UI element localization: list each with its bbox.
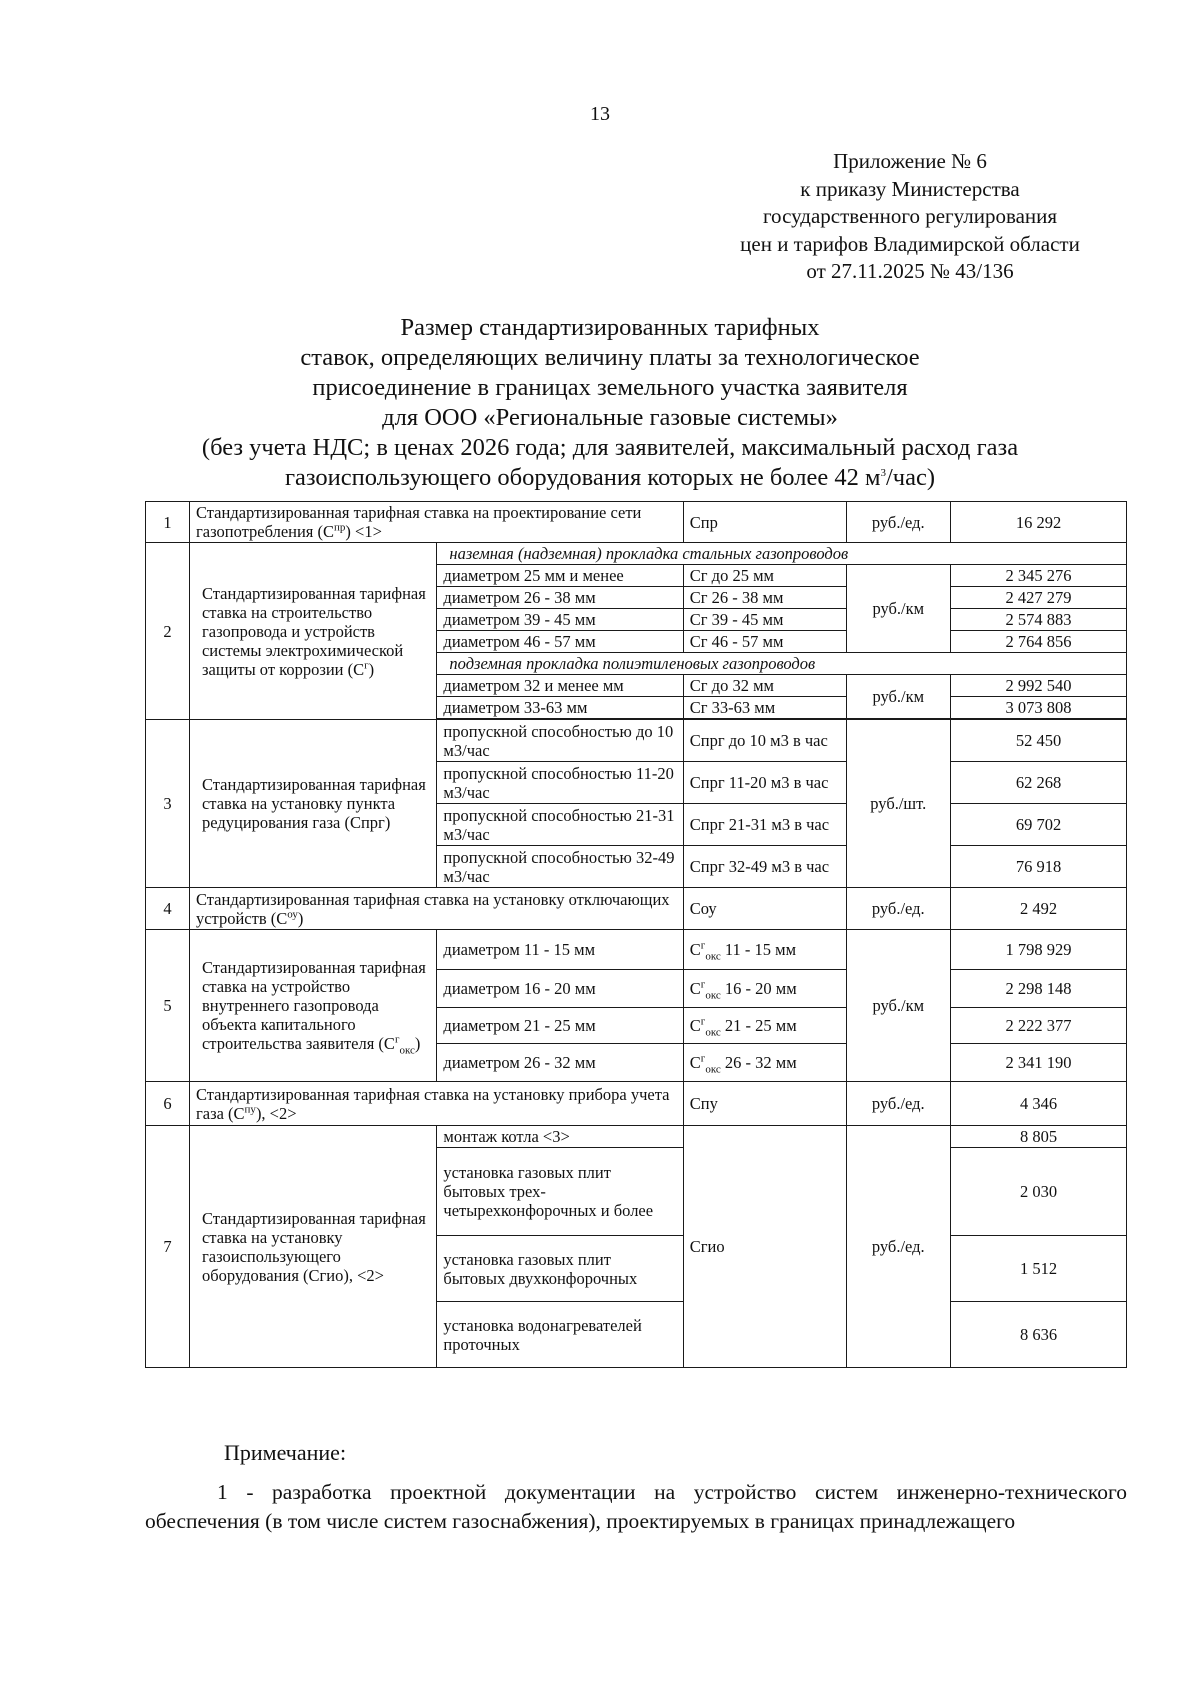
rate-value: 3 073 808 (951, 697, 1127, 719)
page-number: 13 (590, 103, 610, 125)
rate-value: 62 268 (951, 762, 1127, 804)
rate-unit: руб./ед. (846, 1126, 950, 1368)
rate-unit: руб./ед. (846, 1082, 950, 1126)
rate-unit: руб./ед. (846, 888, 950, 930)
rate-code (683, 1008, 846, 1044)
rate-code: Сг 33-63 мм (683, 697, 846, 719)
rate-desc: пропускной способностью 32-49 м3/час (437, 846, 683, 888)
code-sup: г (700, 978, 706, 991)
rate-value: 2 298 148 (951, 970, 1127, 1008)
rate-name-text: Стандартизированная тарифная ставка на проектирование сети газопотребления (С (195, 503, 642, 541)
code-sub: окс (705, 1026, 721, 1039)
rate-name-text: Стандартизированная тарифная ставка на установку отключающих устройств (С (195, 889, 670, 928)
code-base: С (689, 979, 701, 998)
rate-name-sup: оу (287, 908, 298, 920)
rate-desc: диаметром 11 - 15 мм (437, 930, 683, 970)
row-number: 7 (146, 1126, 190, 1368)
rate-code: Спрг 32-49 м3 в час (683, 846, 846, 888)
rate-name-text: ), <2> (255, 1103, 297, 1123)
appendix-line: цен и тарифов Владимирской области (740, 231, 1080, 256)
rate-name-sup: пу (244, 1103, 256, 1115)
rate-unit: руб./км (846, 675, 950, 719)
rate-code: Спрг 21-31 м3 в час (683, 804, 846, 846)
code-sub: окс (705, 950, 721, 963)
row-number: 6 (146, 1082, 190, 1126)
rate-code (683, 970, 846, 1008)
rate-name: Стандартизированная тарифная ставка на установку газоиспользующего оборудования (Сгио), <2> (189, 1126, 436, 1368)
table-row (146, 1082, 1127, 1126)
table-row (146, 888, 1127, 930)
rate-value: 2 574 883 (951, 609, 1127, 631)
code-sup: г (700, 939, 706, 952)
rate-value: 2 222 377 (951, 1008, 1127, 1044)
table-row (146, 543, 1127, 565)
rate-value: 1 798 929 (951, 930, 1127, 970)
rate-unit: руб./ед. (846, 502, 950, 543)
code-base: С (689, 1016, 701, 1035)
rate-value: 2 764 856 (951, 631, 1127, 653)
rate-code (683, 930, 846, 970)
title-line: для ООО «Региональные газовые системы» (382, 404, 838, 431)
code-sub: окс (705, 1063, 721, 1076)
rate-code: Сг 26 - 38 мм (683, 587, 846, 609)
rate-name: Стандартизированная тарифная ставка на установку пункта редуцирования газа (Спрг) (189, 720, 436, 888)
code-rest: 11 - 15 мм (720, 940, 797, 959)
rate-desc: пропускной способностью 21-31 м3/час (437, 804, 683, 846)
note-paragraph: 1 - разработка проектной документации на устройство систем инженерно-технического обеспечения (в том числе систем газоснабжения), проектируемых в границах принадлежащего (145, 1480, 1127, 1533)
rate-unit: руб./км (846, 930, 950, 1082)
code-base: С (689, 1053, 701, 1072)
title-text: газоиспользующего оборудования которых не более 42 м (284, 464, 881, 491)
rate-desc: пропускной способностью до 10 м3/час (437, 720, 683, 762)
code-base: С (689, 940, 701, 959)
rate-code: Сг 39 - 45 мм (683, 609, 846, 631)
rate-desc: установка газовых плит бытовых двухконфорочных (437, 1236, 683, 1302)
row-number: 5 (146, 930, 190, 1082)
rate-desc: диаметром 46 - 57 мм (437, 631, 683, 653)
rate-value: 4 346 (951, 1082, 1127, 1126)
rate-code: Сг 46 - 57 мм (683, 631, 846, 653)
rate-name-text: ) <1> (345, 522, 382, 541)
rate-desc: диаметром 26 - 38 мм (437, 587, 683, 609)
note-title: Примечание: (224, 1440, 347, 1465)
rate-code (683, 1044, 846, 1082)
rate-desc: установка водонагревателей проточных (437, 1302, 683, 1368)
code-rest: 16 - 20 мм (720, 979, 797, 998)
code-sup: г (700, 1052, 706, 1065)
title-line: (без учета НДС; в ценах 2026 года; для заявителей, максимальный расход газа (201, 434, 1019, 461)
rate-value: 8 636 (951, 1302, 1127, 1368)
title-line: Размер стандартизированных тарифных (400, 314, 820, 341)
rate-desc: диаметром 33-63 мм (437, 697, 683, 719)
rate-value: 2 992 540 (951, 675, 1127, 697)
code-rest: 26 - 32 мм (720, 1053, 797, 1072)
rate-name (189, 888, 683, 930)
rate-name-sub: окс (399, 1044, 415, 1057)
rate-code: Сг до 32 мм (683, 675, 846, 697)
rate-code: Спу (683, 1082, 846, 1126)
title-text: /час) (885, 464, 936, 491)
rate-name-text: Стандартизированная тарифная ставка на строительство газопровода и устройств системы электрохимической защиты от коррозии (С (201, 583, 426, 679)
appendix-line: от 27.11.2025 № 43/136 (806, 259, 1014, 283)
rate-name-text: Стандартизированная тарифная ставка на устройство внутреннего газопровода объекта капитального строительства заявителя (С (201, 958, 426, 1053)
rate-name-text: ) (297, 908, 304, 928)
rate-code: Соу (683, 888, 846, 930)
appendix-line: Приложение № 6 (833, 149, 987, 173)
rate-unit: руб./шт. (846, 720, 950, 888)
rate-name (189, 543, 436, 720)
rate-name-sup: г (394, 1033, 400, 1046)
rate-code: Сгио (683, 1126, 846, 1368)
rate-code: Спрг до 10 м3 в час (683, 720, 846, 762)
rate-unit: руб./км (846, 565, 950, 653)
title-line: ставок, определяющих величину платы за технологическое (300, 344, 920, 371)
rate-name (189, 930, 436, 1082)
document-title (150, 313, 1070, 493)
rate-value: 52 450 (951, 720, 1127, 762)
table-row (146, 930, 1127, 970)
appendix-header (700, 148, 1120, 286)
rate-value: 2 427 279 (951, 587, 1127, 609)
rate-value: 2 030 (951, 1148, 1127, 1236)
row-number: 2 (146, 543, 190, 720)
rate-value: 16 292 (951, 502, 1127, 543)
row-number: 4 (146, 888, 190, 930)
title-sup: 3 (880, 466, 886, 479)
rate-value: 1 512 (951, 1236, 1127, 1302)
row-number: 3 (146, 720, 190, 888)
rate-desc: диаметром 39 - 45 мм (437, 609, 683, 631)
table-row (146, 1126, 1127, 1148)
code-sup: г (700, 1015, 706, 1028)
title-line (150, 463, 1070, 493)
note-text (145, 1478, 1127, 1536)
rate-name-text: ) (414, 1034, 421, 1053)
row-number: 1 (146, 502, 190, 543)
rate-code: Спрг 11-20 м3 в час (683, 762, 846, 804)
section-header: наземная (надземная) прокладка стальных газопроводов (437, 543, 1127, 565)
rate-value: 76 918 (951, 846, 1127, 888)
code-sub: окс (705, 989, 721, 1002)
table-row (146, 720, 1127, 762)
rate-name (189, 502, 683, 543)
appendix-line: государственного регулирования (762, 204, 1058, 228)
rate-code: Спр (683, 502, 846, 543)
rate-name-text: ) (368, 659, 375, 679)
rate-desc: диаметром 32 и менее мм (437, 675, 683, 697)
code-rest: 21 - 25 мм (720, 1016, 797, 1035)
rate-desc: монтаж котла <3> (437, 1126, 683, 1148)
rate-desc: диаметром 21 - 25 мм (437, 1008, 683, 1044)
appendix-line: к приказу Министерства (800, 176, 1020, 201)
rate-value: 2 345 276 (951, 565, 1127, 587)
rate-desc: диаметром 16 - 20 мм (437, 970, 683, 1008)
rate-name-text: Стандартизированная тарифная ставка на установку прибора учета газа (С (195, 1084, 670, 1123)
rate-value: 2 492 (951, 888, 1127, 930)
tariff-table (145, 501, 1127, 1368)
table-row (146, 502, 1127, 543)
rate-name-sup: пр (334, 521, 346, 534)
rate-desc: диаметром 25 мм и менее (437, 565, 683, 587)
rate-value: 8 805 (951, 1126, 1127, 1148)
section-header: подземная прокладка полиэтиленовых газопроводов (437, 653, 1127, 675)
rate-value: 2 341 190 (951, 1044, 1127, 1082)
rate-name-sup: г (364, 659, 369, 671)
rate-value: 69 702 (951, 804, 1127, 846)
rate-code: Сг до 25 мм (683, 565, 846, 587)
rate-desc: установка газовых плит бытовых трех-четырехконфорочных и более (437, 1148, 683, 1236)
rate-desc: пропускной способностью 11-20 м3/час (437, 762, 683, 804)
title-line: присоединение в границах земельного участка заявителя (312, 374, 908, 401)
rate-name (189, 1082, 683, 1126)
rate-desc: диаметром 26 - 32 мм (437, 1044, 683, 1082)
